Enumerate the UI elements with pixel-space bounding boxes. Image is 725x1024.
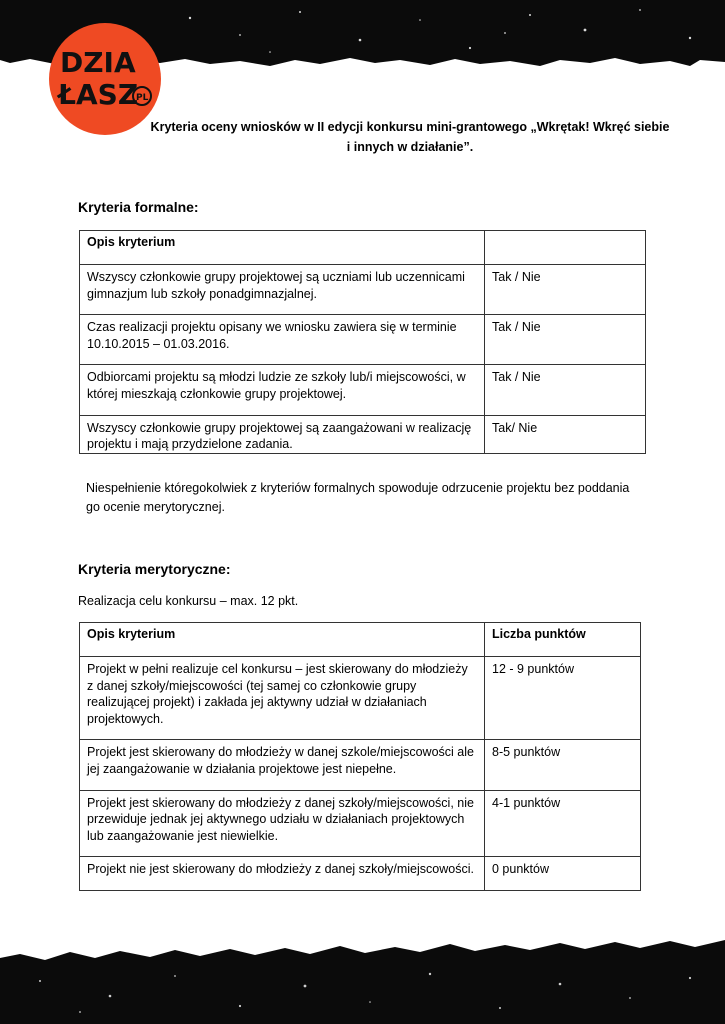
table-header-row <box>80 623 641 657</box>
substantive-criteria-table <box>79 622 641 891</box>
substantive-criteria-heading: Kryteria merytoryczne: <box>78 561 231 577</box>
criterion-description: Projekt jest skierowany do młodzieży z danej szkoły/miejscowości, nie przewiduje jednak jej aktywnego udziału w działaniach projektowych lub zaangażowanie jest niewielkie. <box>80 790 485 857</box>
criterion-points: 12 - 9 punktów <box>485 657 641 740</box>
criterion-value: Tak/ Nie <box>485 415 646 453</box>
table-row <box>80 315 646 365</box>
logo-badge: PL <box>136 93 149 103</box>
criterion-points: 0 punktów <box>485 857 641 891</box>
column-header: Opis kryterium <box>80 623 485 657</box>
criterion-description: Wszyscy członkowie grupy projektowej są zaangażowani w realizację projektu i mają przydzielone zadania. <box>80 415 485 453</box>
table-row <box>80 657 641 740</box>
criterion-points: 4-1 punktów <box>485 790 641 857</box>
criterion-points: 8-5 punktów <box>485 740 641 790</box>
criterion-description: Projekt nie jest skierowany do młodzieży z danej szkoły/miejscowości. <box>80 857 485 891</box>
bottom-decorative-band <box>0 936 725 1024</box>
table-header-row <box>80 231 646 265</box>
column-header: Opis kryterium <box>80 231 485 265</box>
substantive-subnote: Realizacja celu konkursu – max. 12 pkt. <box>78 594 299 608</box>
formal-criteria-table <box>79 230 646 454</box>
column-header <box>485 231 646 265</box>
criterion-description: Projekt jest skierowany do młodzieży w danej szkole/miejscowości ale jej zaangażowanie w działania projektowe jest niepełne. <box>80 740 485 790</box>
table-row <box>80 740 641 790</box>
table-row <box>80 857 641 891</box>
table-row <box>80 365 646 415</box>
formal-criteria-note: Niespełnienie któregokolwiek z kryteriów formalnych spowoduje odrzucenie projektu bez poddania go ocenie merytorycznej. <box>86 481 630 514</box>
criterion-value: Tak / Nie <box>485 315 646 365</box>
logo-line1: DZIA <box>60 46 136 79</box>
criterion-value: Tak / Nie <box>485 365 646 415</box>
table-row <box>80 415 646 453</box>
table-row <box>80 265 646 315</box>
column-header: Liczba punktów <box>485 623 641 657</box>
table-row <box>80 790 641 857</box>
criterion-description: Czas realizacji projektu opisany we wniosku zawiera się w terminie 10.10.2015 – 01.03.2016. <box>80 315 485 365</box>
criterion-description: Projekt w pełni realizuje cel konkursu – jest skierowany do młodzieży z danej szkoły/miejscowości (tej samej co członkowie grupy realizującej projekt) i zakłada jej aktywny udział w działaniach projektowych. <box>80 657 485 740</box>
criterion-description: Wszyscy członkowie grupy projektowej są uczniami lub uczennicami gimnazjum lub szkoły ponadgimnazjalnej. <box>80 265 485 315</box>
criterion-value: Tak / Nie <box>485 265 646 315</box>
dzialasz-logo <box>48 22 162 136</box>
logo-line2: ŁASZ <box>58 78 139 111</box>
document-title: Kryteria oceny wniosków w II edycji konkursu mini-grantowego „Wkrętak! Wkręć siebie i innych w działanie”. <box>150 120 670 154</box>
formal-criteria-heading: Kryteria formalne: <box>78 199 199 215</box>
criterion-description: Odbiorcami projektu są młodzi ludzie ze szkoły lub/i miejscowości, w której mieszkają członkowie grupy projektowej. <box>80 365 485 415</box>
